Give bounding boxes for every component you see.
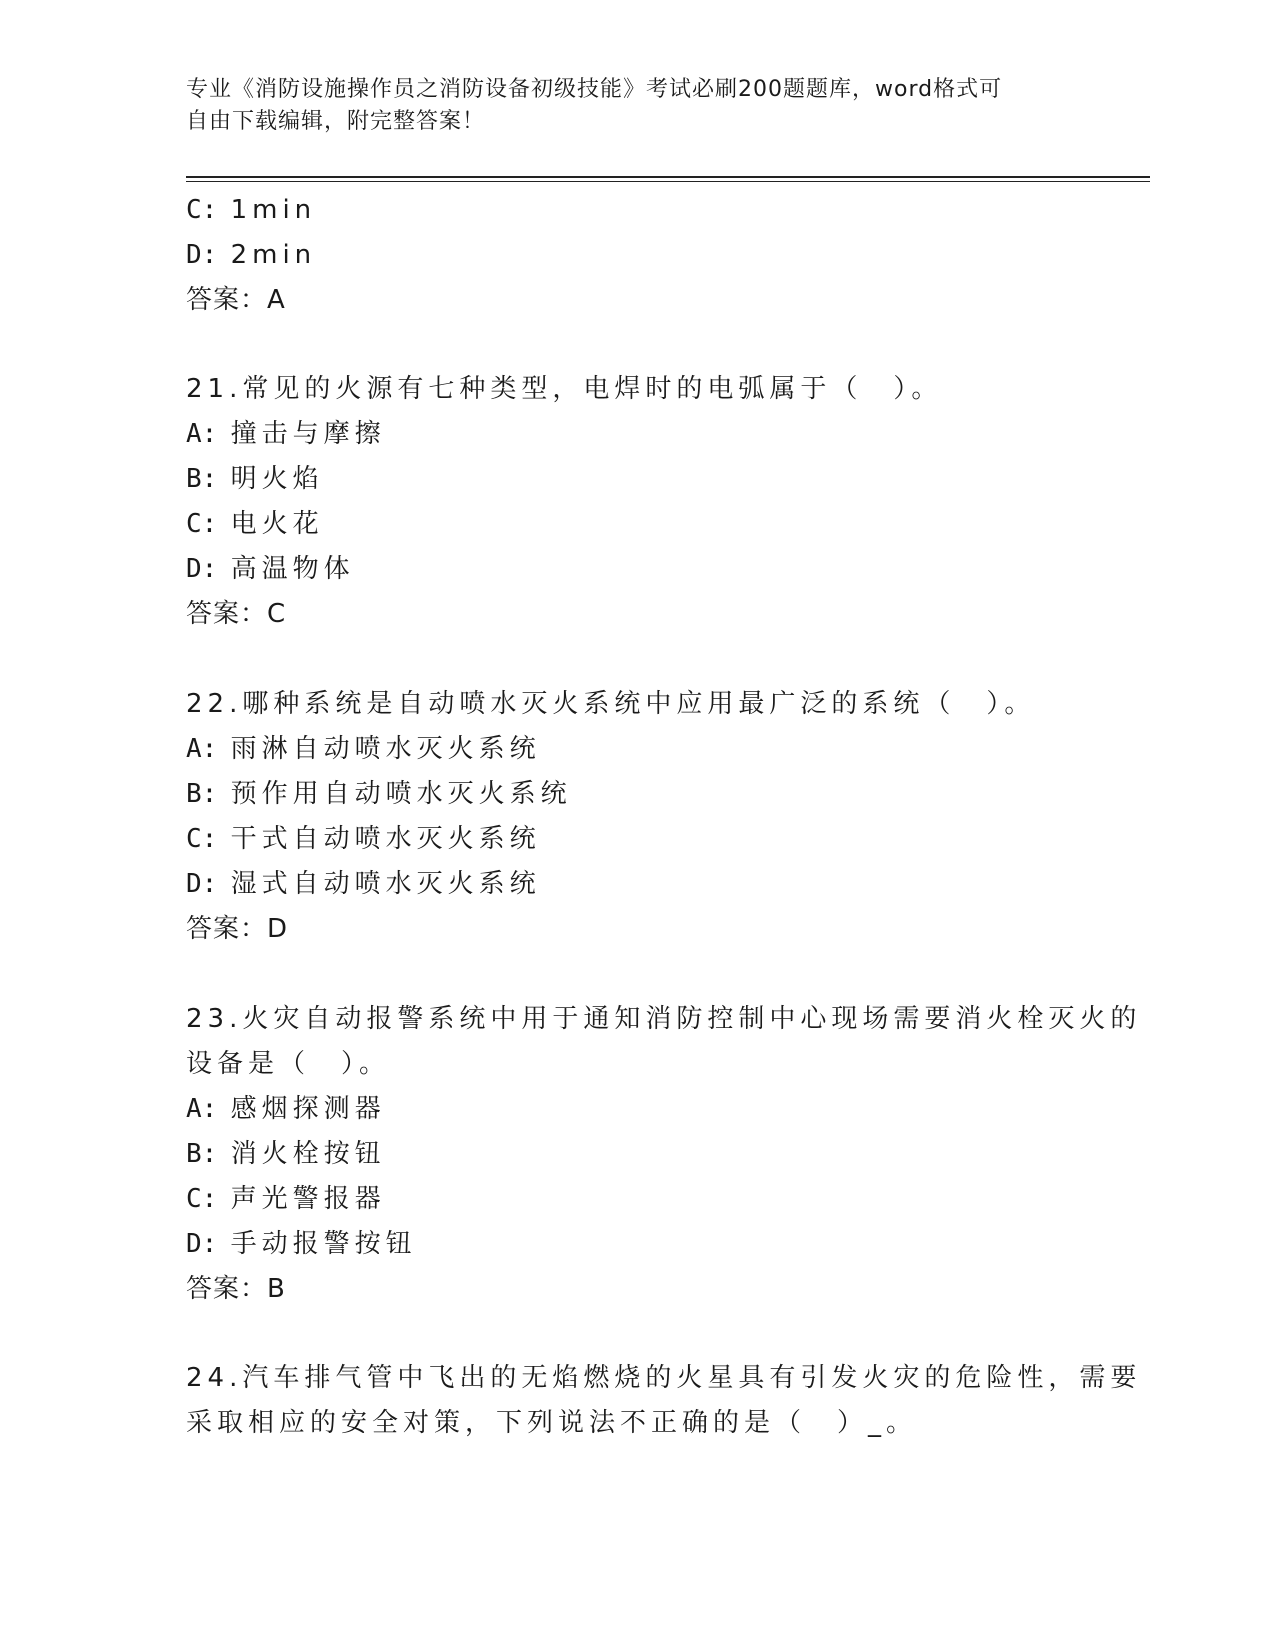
- option-label: C:: [186, 1184, 218, 1214]
- option-text: 湿式自动喷水灭火系统: [230, 869, 541, 899]
- option-text: 声光警报器: [230, 1184, 386, 1214]
- option-label: A:: [186, 419, 218, 449]
- option-label: D:: [186, 554, 218, 584]
- answer-line: 答案：C: [186, 599, 287, 629]
- option-row: [186, 867, 541, 901]
- option-text: 手动报警按钮: [230, 1229, 417, 1259]
- option-text: 雨淋自动喷水灭火系统: [230, 734, 541, 764]
- question-stem: 22.哪种系统是自动喷水灭火系统中应用最广泛的系统（ ）。: [186, 689, 1036, 719]
- option-row: [186, 462, 324, 496]
- option-row: [186, 417, 386, 451]
- option-label: C:: [186, 195, 218, 225]
- answer-line: 答案：B: [186, 1274, 286, 1304]
- option-row: [186, 552, 355, 586]
- header-line-1: 专业《消防设施操作员之消防设备初级技能》考试必刷200题题库，word格式可: [186, 77, 1003, 102]
- option-row: [186, 822, 541, 856]
- option-row: [186, 777, 572, 811]
- option-row: [186, 1182, 386, 1216]
- option-text: 1min: [230, 195, 317, 225]
- option-label: C:: [186, 509, 218, 539]
- option-label: D:: [186, 869, 218, 899]
- option-label: B:: [186, 464, 218, 494]
- answer-line: 答案：D: [186, 914, 289, 944]
- header-divider-top: [186, 176, 1150, 178]
- option-text: 明火焰: [230, 464, 324, 494]
- option-label: A:: [186, 734, 218, 764]
- option-row: [186, 732, 541, 766]
- option-text: 高温物体: [230, 554, 355, 584]
- option-text: 2min: [230, 240, 317, 270]
- question-stem-continued: 采取相应的安全对策，下列说法不正确的是（ ）_。: [186, 1408, 918, 1438]
- header-divider-bottom: [186, 181, 1150, 182]
- question-stem: 23.火灾自动报警系统中用于通知消防控制中心现场需要消火栓灭火的: [186, 1004, 1142, 1034]
- option-label: D:: [186, 1229, 218, 1259]
- option-text: 消火栓按钮: [230, 1139, 386, 1169]
- option-row: [186, 1137, 386, 1171]
- option-text: 电火花: [230, 509, 324, 539]
- option-row: [186, 238, 316, 272]
- question-stem-continued: 设备是（ ）。: [186, 1049, 391, 1079]
- option-text: 感烟探测器: [230, 1094, 386, 1124]
- question-stem: 21.常见的火源有七种类型，电焊时的电弧属于（ ）。: [186, 374, 943, 404]
- option-label: B:: [186, 779, 218, 809]
- option-label: B:: [186, 1139, 218, 1169]
- option-text: 撞击与摩擦: [230, 419, 386, 449]
- document-header: [186, 74, 1066, 138]
- option-label: A:: [186, 1094, 218, 1124]
- option-row: [186, 507, 324, 541]
- option-text: 干式自动喷水灭火系统: [230, 824, 541, 854]
- header-line-2: 自由下载编辑，附完整答案！: [186, 109, 486, 134]
- option-row: [186, 1092, 386, 1126]
- option-text: 预作用自动喷水灭火系统: [230, 779, 572, 809]
- option-row: [186, 1227, 417, 1261]
- option-label: D:: [186, 240, 218, 270]
- question-stem: 24.汽车排气管中飞出的无焰燃烧的火星具有引发火灾的危险性，需要: [186, 1363, 1142, 1393]
- answer-line: 答案：A: [186, 285, 286, 315]
- option-label: C:: [186, 824, 218, 854]
- option-row: [186, 193, 316, 227]
